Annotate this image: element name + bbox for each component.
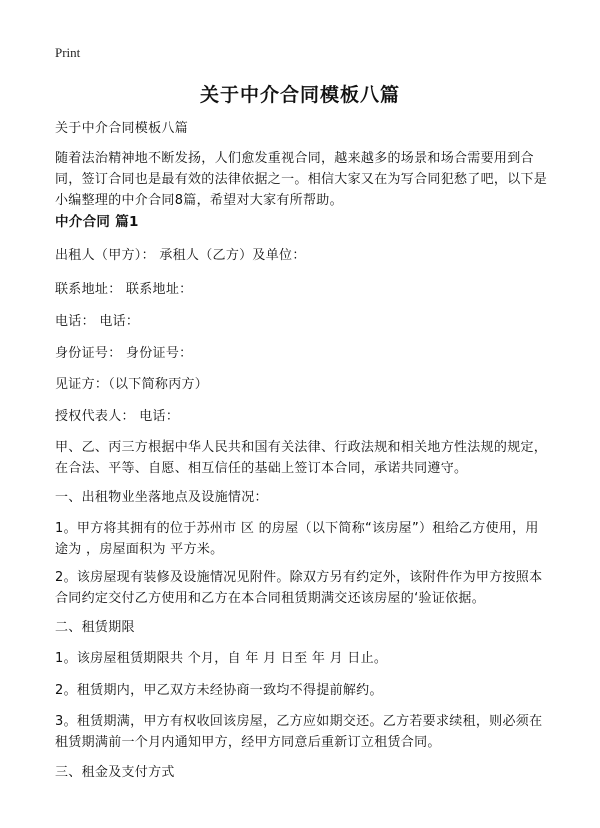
clause-heading-property: 一、出租物业坐落地点及设施情况：	[55, 490, 268, 505]
print-link[interactable]: Print	[55, 45, 81, 60]
intro-paragraph: 随着法治精神地不断发扬，人们愈发重视合同，越来越多的场景和场合需要用到合同，签订合同也是最有效的法律依据之一。相信大家又在为写合同犯愁了吧，以下是小编整理的中介合同8篇，希望对大家有所帮助。	[55, 151, 548, 208]
section-heading: 中介合同 篇1	[55, 214, 139, 230]
contract-preamble: 甲、乙、丙三方根据中华人民共和国有关法律、行政法规和相关地方性法规的规定，在合法、平等、自愿、相互信任的基础上签订本合同，承诺共同遵守。	[55, 440, 548, 476]
clause-2-2: 2。租赁期内，甲乙双方未经协商一致均不得提前解约。	[55, 683, 383, 698]
contract-line-parties: 出租人（甲方）： 承租人（乙方）及单位：	[55, 248, 306, 263]
contract-line-id-number: 身份证号： 身份证号：	[55, 346, 193, 361]
contract-line-witness: 见证方：（以下简称丙方）	[55, 377, 209, 392]
clause-heading-term: 二、租赁期限	[55, 620, 135, 635]
contract-line-address: 联系地址： 联系地址：	[55, 282, 193, 297]
contract-line-representative: 授权代表人： 电话：	[55, 409, 180, 424]
clause-heading-rent: 三、租金及支付方式	[55, 765, 175, 780]
clause-2-1: 1。该房屋租赁期限共 个月，自 年 月 日至 年 月 日止。	[55, 651, 388, 666]
document-subtitle: 关于中介合同模板八篇	[55, 121, 189, 136]
contract-line-phone: 电话： 电话：	[55, 314, 140, 329]
clause-1-2: 2。该房屋现有装修及设施情况见附件。除双方另有约定外，该附件作为甲方按照本合同约定交付乙方使用和乙方在本合同租赁期满交还该房屋的‘验证依据。	[55, 570, 543, 606]
clause-2-3: 3。租赁期满，甲方有权收回该房屋，乙方应如期交还。乙方若要求续租，则必须在租赁期满前一个月内通知甲方，经甲方同意后重新订立租赁合同。	[55, 714, 543, 750]
document-title: 关于中介合同模板八篇	[199, 84, 400, 106]
clause-1-1: 1。甲方将其拥有的位于苏州市 区 的房屋（以下简称“该房屋”）租给乙方使用，用途为 ，房屋面积为 平方米。	[55, 521, 539, 557]
